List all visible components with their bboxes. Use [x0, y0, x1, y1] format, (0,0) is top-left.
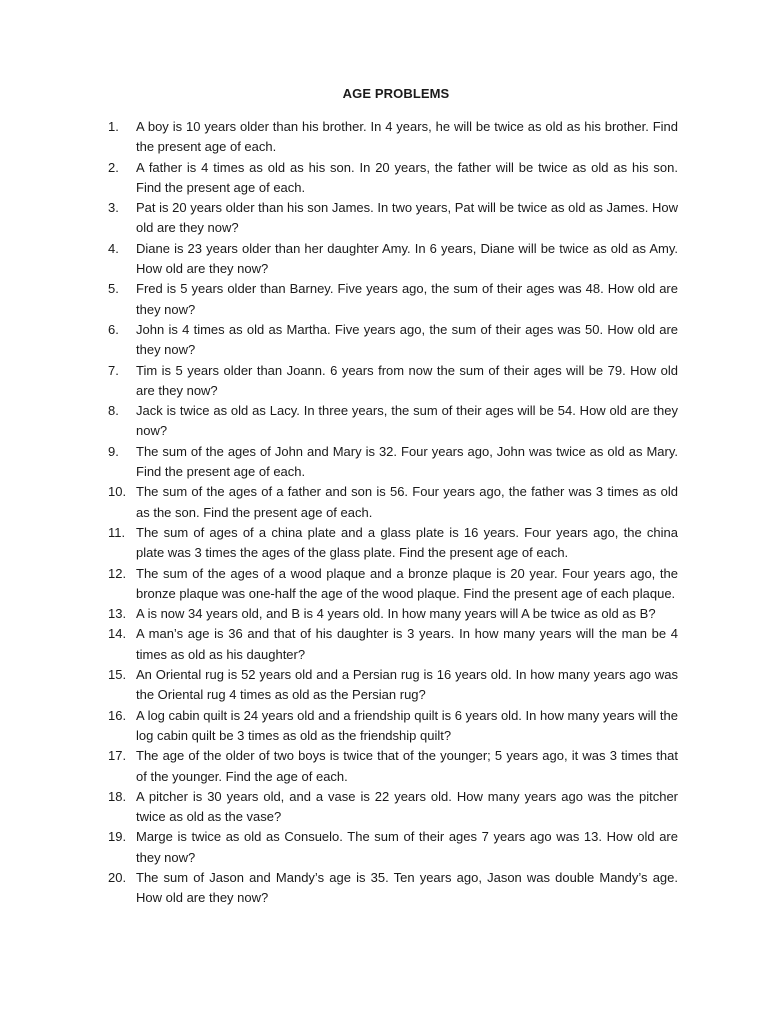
problem-text: Tim is 5 years older than Joann. 6 years from now the sum of their ages will be 79. How old are they now? [136, 362, 678, 398]
problem-text: An Oriental rug is 52 years old and a Persian rug is 16 years old. In how many years ago was the Oriental rug 4 times as old as the Persian rug? [136, 667, 678, 703]
problem-item [108, 604, 678, 624]
problem-text: A pitcher is 30 years old, and a vase is 22 years old. How many years ago was the pitcher twice as old as the vase? [136, 788, 678, 825]
problem-text: A father is 4 times as old as his son. In 20 years, the father will be twice as old as his son. Find the present age of each. [136, 159, 678, 195]
problem-item [108, 442, 678, 483]
problem-number: 17. [108, 748, 127, 764]
problem-number: 13. [108, 606, 127, 622]
problem-number: 8. [108, 403, 119, 419]
problem-text: A boy is 10 years older than his brother. In 4 years, he will be twice as old as his brother. Find the present age of each. [136, 119, 678, 155]
problem-text: The sum of the ages of a father and son is 56. Four years ago, the father was 3 times as old as the son. Find the present age of each. [136, 484, 678, 520]
problem-item [108, 523, 678, 564]
problem-text: The sum of the ages of John and Mary is 32. Four years ago, John was twice as old as Mary. Find the present age of each. [136, 443, 678, 480]
problem-number: 5. [108, 281, 119, 297]
problem-number: 9. [108, 443, 119, 459]
problem-item [108, 787, 678, 828]
problem-item [108, 117, 678, 158]
problem-text: John is 4 times as old as Martha. Five years ago, the sum of their ages was 50. How old are they now? [136, 321, 678, 358]
problem-number: 14. [108, 626, 127, 642]
problem-text: Diane is 23 years older than her daughter Amy. In 6 years, Diane will be twice as old as Amy. How old are they now? [136, 240, 678, 277]
problem-item [108, 564, 678, 605]
problem-number: 1. [108, 119, 119, 134]
problem-item [108, 665, 678, 706]
problem-number: 2. [108, 159, 119, 175]
problem-text: A log cabin quilt is 24 years old and a friendship quilt is 6 years old. In how many years will the log cabin quilt be 3 times as old as the friendship quilt? [136, 707, 678, 743]
problem-item [108, 746, 678, 787]
problem-number: 18. [108, 788, 127, 804]
problem-item [108, 361, 678, 402]
problem-item [108, 624, 678, 665]
problem-item [108, 198, 678, 239]
problem-number: 11. [108, 524, 126, 540]
problem-number: 16. [108, 707, 127, 723]
problem-item [108, 868, 678, 909]
problem-item [108, 279, 678, 320]
page-title: AGE PROBLEMS [342, 86, 450, 101]
problem-text: A is now 34 years old, and B is 4 years old. In how many years will A be twice as old as B? [136, 606, 656, 622]
problem-number: 15. [108, 667, 127, 683]
problem-text: The age of the older of two boys is twice that of the younger; 5 years ago, it was 3 times that of the younger. Find the age of each. [136, 748, 678, 784]
problem-number: 7. [108, 362, 119, 378]
problem-text: Jack is twice as old as Lacy. In three years, the sum of their ages will be 54. How old are they now? [136, 403, 678, 439]
problem-number: 19. [108, 829, 127, 845]
problem-number: 4. [108, 240, 119, 256]
problem-text: Pat is 20 years older than his son James. In two years, Pat will be twice as old as James. How old are they now? [136, 200, 678, 236]
problem-item [108, 482, 678, 523]
problem-text: A man’s age is 36 and that of his daughter is 3 years. In how many years will the man be 4 times as old as his daughter? [136, 626, 678, 662]
problem-item [108, 827, 678, 868]
problem-number: 10. [108, 484, 127, 500]
problem-item [108, 239, 678, 280]
problem-item [108, 320, 678, 361]
problem-list [108, 117, 678, 909]
problem-text: The sum of ages of a china plate and a glass plate is 16 years. Four years ago, the china plate was 3 times the ages of the glass plate. Find the present age of each. [136, 524, 678, 561]
problem-text: Marge is twice as old as Consuelo. The sum of their ages 7 years ago was 13. How old are they now? [136, 829, 678, 865]
problem-text: Fred is 5 years older than Barney. Five years ago, the sum of their ages was 48. How old are they now? [136, 281, 678, 317]
problem-text: The sum of Jason and Mandy’s age is 35. Ten years ago, Jason was double Mandy’s age. How old are they now? [136, 869, 678, 906]
problem-item [108, 158, 678, 199]
problem-item [108, 401, 678, 442]
problem-item [108, 706, 678, 747]
problem-number: 3. [108, 200, 119, 216]
problem-text: The sum of the ages of a wood plaque and a bronze plaque is 20 year. Four years ago, the bronze plaque was one-half the age of the wood plaque. Find the present age of each plaque. [136, 565, 678, 601]
problem-number: 6. [108, 321, 119, 337]
problem-number: 20. [108, 869, 127, 885]
problem-number: 12. [108, 565, 127, 581]
